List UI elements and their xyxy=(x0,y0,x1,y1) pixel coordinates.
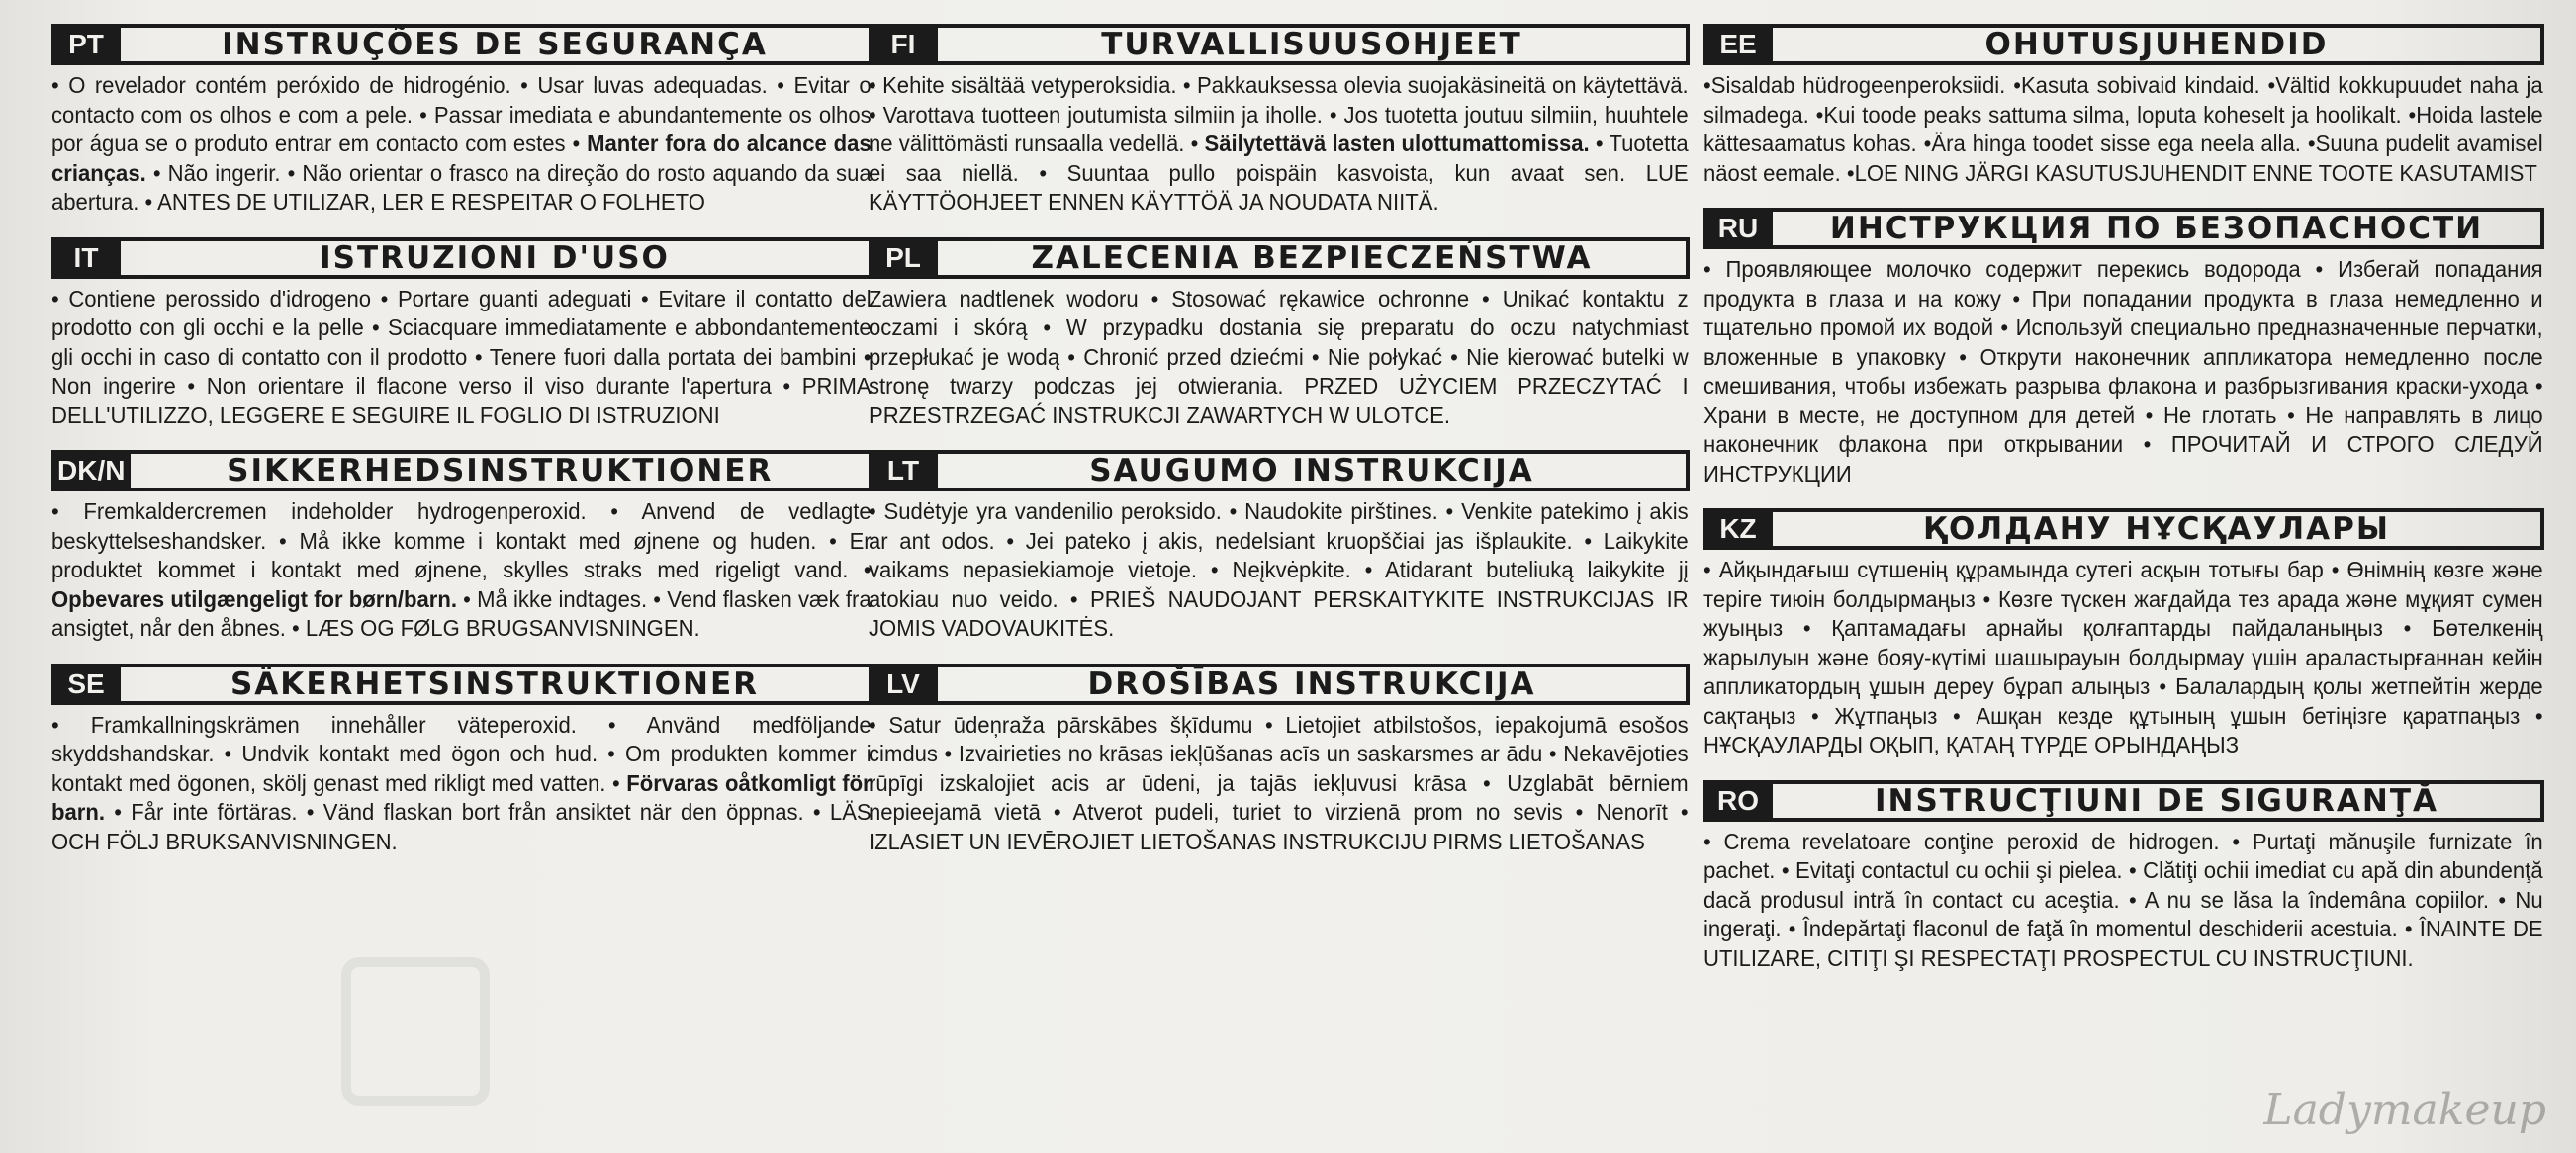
section-header xyxy=(51,664,873,705)
section-fi xyxy=(869,24,1690,218)
section-pt xyxy=(51,24,873,218)
section-header xyxy=(869,664,1690,705)
section-header xyxy=(1703,508,2544,550)
section-text: • Sudėtyje yra vandenilio peroksido. • Naudokite pirštines. • Venkite patekimo į akis ar ant odos. • Jei pateko į akis, nedelsiant kruopščiai jas išplaukite. • Laikykite vaikams nepasiekiamoje vietoje. • Neįkvėpkite. • Atidarant buteliuką laikykite jį atokiau nuo veido. • PRIEŠ NAUDOJANT PERSKAITYKITE INSTRUKCIJAS IR JOMIS VADOVAUKITĖS. xyxy=(869,498,1689,641)
language-code: LT xyxy=(869,450,938,491)
section-title: ISTRUZIONI D'USO xyxy=(121,237,873,279)
section-text: • Satur ūdeņraža pārskābes šķīdumu • Lietojiet atbilstošos, iepakojumā esošos cimdus • Izvairieties no krāsas iekļūšanas acīs un saskarsmes ar ādu • Nekavējoties rūpīgi izskalojiet acis ar ūdeni, ja tajās iekļuvusi krāsa • Uzglabāt bērniem nepieejamā vietā • Atverot pudeli, turiet to virzienā prom no sevis • Nenorīt • IZLASIET UN IEVĒROJIET LIETOŠANAS INSTRUKCIJU PIRMS LIETOŠANAS xyxy=(869,711,1689,854)
faint-hand-icon xyxy=(341,957,490,1106)
section-header xyxy=(869,24,1690,65)
section-title: DROŠĪBAS INSTRUKCIJA xyxy=(938,664,1690,705)
section-header xyxy=(869,450,1690,491)
section-dk xyxy=(51,450,873,644)
section-lv xyxy=(869,664,1690,857)
section-text: •Sisaldab hüdrogeenperoksiidi. •Kasuta sobivaid kindaid. •Vältid kokkupuudet naha ja silmadega. •Kui toode peaks sattuma silma, loputa koheselt ja hoolikalt. •Hoida lastele kättesaamatus kohas. •Ära hinga toodet sisse ega neela alla. •Suuna pudelit avamisel näost eemale. •LOE NING JÄRGI KASUTUSJUHENDIT ENNE TOOTE KASUTAMIST xyxy=(1703,72,2543,186)
section-title: ИНСТРУКЦИЯ ПО БЕЗОПАСНОСТИ xyxy=(1773,208,2544,249)
language-code: EE xyxy=(1703,24,1773,65)
language-code: DK/N xyxy=(51,450,131,491)
section-title: OHUTUSJUHENDID xyxy=(1773,24,2544,65)
section-header xyxy=(51,24,873,65)
section-ee xyxy=(1703,24,2544,188)
column-right xyxy=(1703,24,2544,993)
section-title: TURVALLISUUSOHJEET xyxy=(938,24,1690,65)
section-pl xyxy=(869,237,1690,431)
section-text: • Kehite sisältää vetyperoksidia. • Pakkauksessa olevia suojakäsineitä on käytettävä. • Varottava tuotteen joutumista silmiin ja iholle. • Jos tuotetta joutuu silmiin, huuhtele ne välittömästi runsaalla vedellä. • Säilytettävä lasten ulottumattomissa. • Tuotetta ei saa niellä. • Suuntaa pullo poispäin kasvoista, kun avaat sen. LUE KÄYTTÖOHJEET ENNEN KÄYTTÖÄ JA NOUDATA NIITÄ. xyxy=(869,72,1689,215)
section-text: • Айқындағыш сүтшенің құрамында сутегі асқын тотығы бар • Өнімнің көзге және теріге тиюін болдырмаңыз • Көзге түскен жағдайда тез арада және мұқият сумен жуыңыз • Қаптамадағы арнайы қолғаптарды пайдаланыңыз • Бөтелкенің жарылуын және бояу-күтімі шашырауын болдырмау үшін араластырғаннан кейін аппликатордың ұшын дереу бұрап алыңыз • Балалардың қолы жетпейтін жерде сақтаңыз • Жұтпаңыз • Ашқан кезде құтының ұшын бетіңізге қаратпаңыз • НҰСҚАУЛАРДЫ ОҚЫП, ҚАТАҢ ТҮРДЕ ОРЫНДАҢЫЗ xyxy=(1703,557,2543,757)
language-code: RU xyxy=(1703,208,1773,249)
section-text: • Contiene perossido d'idrogeno • Portare guanti adeguati • Evitare il contatto del prodotto con gli occhi e la pelle • Sciacquare immediatamente e abbondantemente gli occhi in caso di contatto con il prodotto • Tenere fuori dalla portata dei bambini • Non ingerire • Non orientare il flacone verso il viso durante l'apertura • PRIMA DELL'UTILIZZO, LEGGERE E SEGUIRE IL FOGLIO DI ISTRUZIONI xyxy=(51,285,872,428)
section-se xyxy=(51,664,873,857)
section-title: ҚОЛДАНУ НҰСҚАУЛАРЫ xyxy=(1773,508,2544,550)
language-code: PT xyxy=(51,24,121,65)
section-text: • Framkallningskrämen innehåller väteperoxid. • Använd medföljande skyddshandskar. • Undvik kontakt med ögon och hud. • Om produkten kommer i kontakt med ögonen, skölj genast med rikligt med vatten. • Förvaras oåtkomligt för barn. • Får inte förtäras. • Vänd flaskan bort från ansiktet när den öppnas. • LÄS OCH FÖLJ BRUKSANVISNINGEN. xyxy=(51,711,872,854)
section-ru xyxy=(1703,208,2544,488)
section-ro xyxy=(1703,780,2544,974)
column-left xyxy=(51,24,873,876)
section-text: Zawiera nadtlenek wodoru • Stosować rękawice ochronne • Unikać kontaktu z oczami i skórą • W przypadku dostania się preparatu do oczu natychmiast przepłukać je wodą • Chronić przed dziećmi • Nie połykać • Nie kierować butelki w stronę twarzy podczas jej otwierania. PRZED UŻYCIEM PRZECZYTAĆ I PRZESTRZEGAĆ INSTRUKCJI ZAWARTYCH W ULOTCE. xyxy=(869,285,1689,428)
section-header xyxy=(1703,208,2544,249)
section-it xyxy=(51,237,873,431)
section-header xyxy=(1703,24,2544,65)
section-header xyxy=(51,450,873,491)
section-text: • O revelador contém peróxido de hidrogénio. • Usar luvas adequadas. • Evitar o contacto com os olhos e com a pele. • Passar imediata e abundantemente os olhos por água se o produto entrar em contacto com estes • Manter fora do alcance das crianças. • Não ingerir. • Não orientar o frasco na direção do rosto aquando da sua abertura. • ANTES DE UTILIZAR, LER E RESPEITAR O FOLHETO xyxy=(51,72,872,215)
section-text: • Fremkaldercremen indeholder hydrogenperoxid. • Anvend de vedlagte beskyttelseshandsker. • Må ikke komme i kontakt med øjnene og huden. • Er produktet kommet i kontakt med øjnene, skylles straks med rigeligt vand. • Opbevares utilgængeligt for børn/barn. • Må ikke indtages. • Vend flasken væk fra ansigtet, når den åbnes. • LÆS OG FØLG BRUGSANVISNINGEN. xyxy=(51,498,872,641)
section-title: SAUGUMO INSTRUKCIJA xyxy=(938,450,1690,491)
watermark-logo: Ladymakeup xyxy=(2263,1085,2546,1135)
section-title: ZALECENIA BEZPIECZEŃSTWA xyxy=(938,237,1690,279)
section-title: INSTRUCŢIUNI DE SIGURANŢĂ xyxy=(1773,780,2544,822)
language-code: KZ xyxy=(1703,508,1773,550)
language-code: SE xyxy=(51,664,121,705)
section-kz xyxy=(1703,508,2544,760)
language-code: LV xyxy=(869,664,938,705)
section-title: SIKKERHEDSINSTRUKTIONER xyxy=(131,450,873,491)
section-text: • Crema revelatoare conţine peroxid de hidrogen. • Purtaţi mănuşile furnizate în pachet. • Evitaţi contactul cu ochii şi pielea. • Clătiţi ochii imediat cu apă din abundenţă dacă produsul intră în contact cu aceştia. • A nu se lăsa la îndemâna copiilor. • Nu ingeraţi. • Îndepărtaţi flaconul de faţă în momentul deschiderii acestuia. • ÎNAINTE DE UTILIZARE, CITIŢI ŞI RESPECTAŢI PROSPECTUL CU INSTRUCŢIUNI. xyxy=(1703,828,2543,971)
section-title: INSTRUÇÕES DE SEGURANÇA xyxy=(121,24,873,65)
language-code: FI xyxy=(869,24,938,65)
language-code: PL xyxy=(869,237,938,279)
section-lt xyxy=(869,450,1690,644)
section-header xyxy=(869,237,1690,279)
language-code: IT xyxy=(51,237,121,279)
section-header xyxy=(51,237,873,279)
column-middle xyxy=(869,24,1690,876)
section-title: SÄKERHETSINSTRUKTIONER xyxy=(121,664,873,705)
section-text: • Проявляющее молочко содержит перекись водорода • Избегай попадания продукта в глаза и на кожу • При попадании продукта в глаза немедленно и тщательно промой их водой • Используй специально предназначенные перчатки, вложенные в упаковку • Открути наконечник аппликатора немедленно после смешивания, чтобы избежать разрыва флакона и разбрызгивания краски-ухода • Храни в месте, не доступном для детей • Не глотать • Не направлять в лицо наконечник флакона при открывании • ПРОЧИТАЙ И СТРОГО СЛЕДУЙ ИНСТРУКЦИИ xyxy=(1703,256,2543,487)
language-code: RO xyxy=(1703,780,1773,822)
section-header xyxy=(1703,780,2544,822)
